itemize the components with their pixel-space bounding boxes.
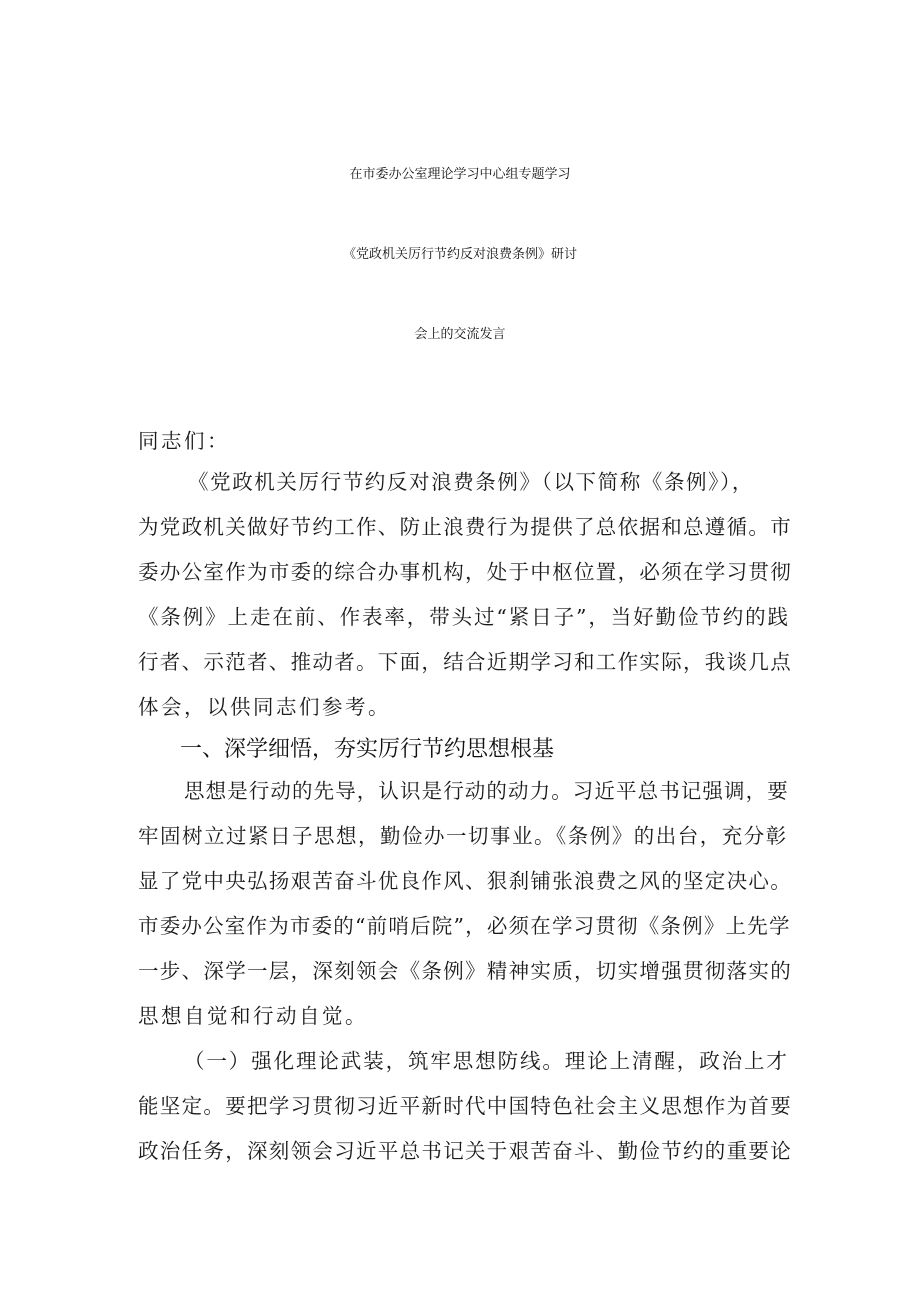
- document-title-line-2: 《党政机关厉行节约反对浪费条例》研讨: [342, 247, 577, 262]
- intro-line-4: 《条例》上走在前、作表率，带头过“紧日子”，当好勤俭节约的践: [138, 605, 790, 629]
- subsection-1-line-1: （一）强化理论武装，筑牢思想防线。理论上清醒，政治上才: [184, 1049, 789, 1073]
- subsection-1-line-3: 政治任务，深刻领会习近平总书记关于艰苦奋斗、勤俭节约的重要论: [138, 1139, 792, 1163]
- intro-line-2: 为党政机关做好节约工作、防止浪费行为提供了总依据和总遵循。市: [138, 515, 792, 539]
- document-title-line-3: 会上的交流发言: [414, 327, 506, 342]
- section-1-line-5: 一步、深学一层，深刻领会《条例》精神实质，切实增强贯彻落实的: [138, 959, 792, 983]
- intro-line-6: 体会，以供同志们参考。: [138, 695, 391, 719]
- section-1-heading: 一、深学细悟，夯实厉行节约思想根基: [180, 737, 555, 762]
- section-1-line-6: 思想自觉和行动自觉。: [138, 1004, 368, 1028]
- intro-line-1: 《党政机关厉行节约反对浪费条例》（以下简称《条例》），: [188, 470, 754, 494]
- intro-line-3: 委办公室作为市委的综合办事机构，处于中枢位置，必须在学习贯彻: [138, 560, 792, 584]
- section-1-line-3: 显了党中央弘扬艰苦奋斗优良作风、狠刹铺张浪费之风的坚定决心。: [138, 869, 792, 893]
- salutation: 同志们：: [138, 429, 230, 453]
- section-1-line-1: 思想是行动的先导，认识是行动的动力。习近平总书记强调，要: [184, 779, 789, 803]
- intro-line-5: 行者、示范者、推动者。下面，结合近期学习和工作实际，我谈几点: [138, 650, 792, 674]
- section-1-line-2: 牢固树立过紧日子思想，勤俭办一切事业。《条例》的出台，充分彰: [138, 824, 788, 848]
- subsection-1-line-2: 能坚定。要把学习贯彻习近平新时代中国特色社会主义思想作为首要: [138, 1094, 792, 1118]
- section-1-line-4: 市委办公室作为市委的“前哨后院”，必须在学习贯彻《条例》上先学: [138, 914, 791, 938]
- document-title-line-1: 在市委办公室理论学习中心组专题学习: [349, 167, 571, 182]
